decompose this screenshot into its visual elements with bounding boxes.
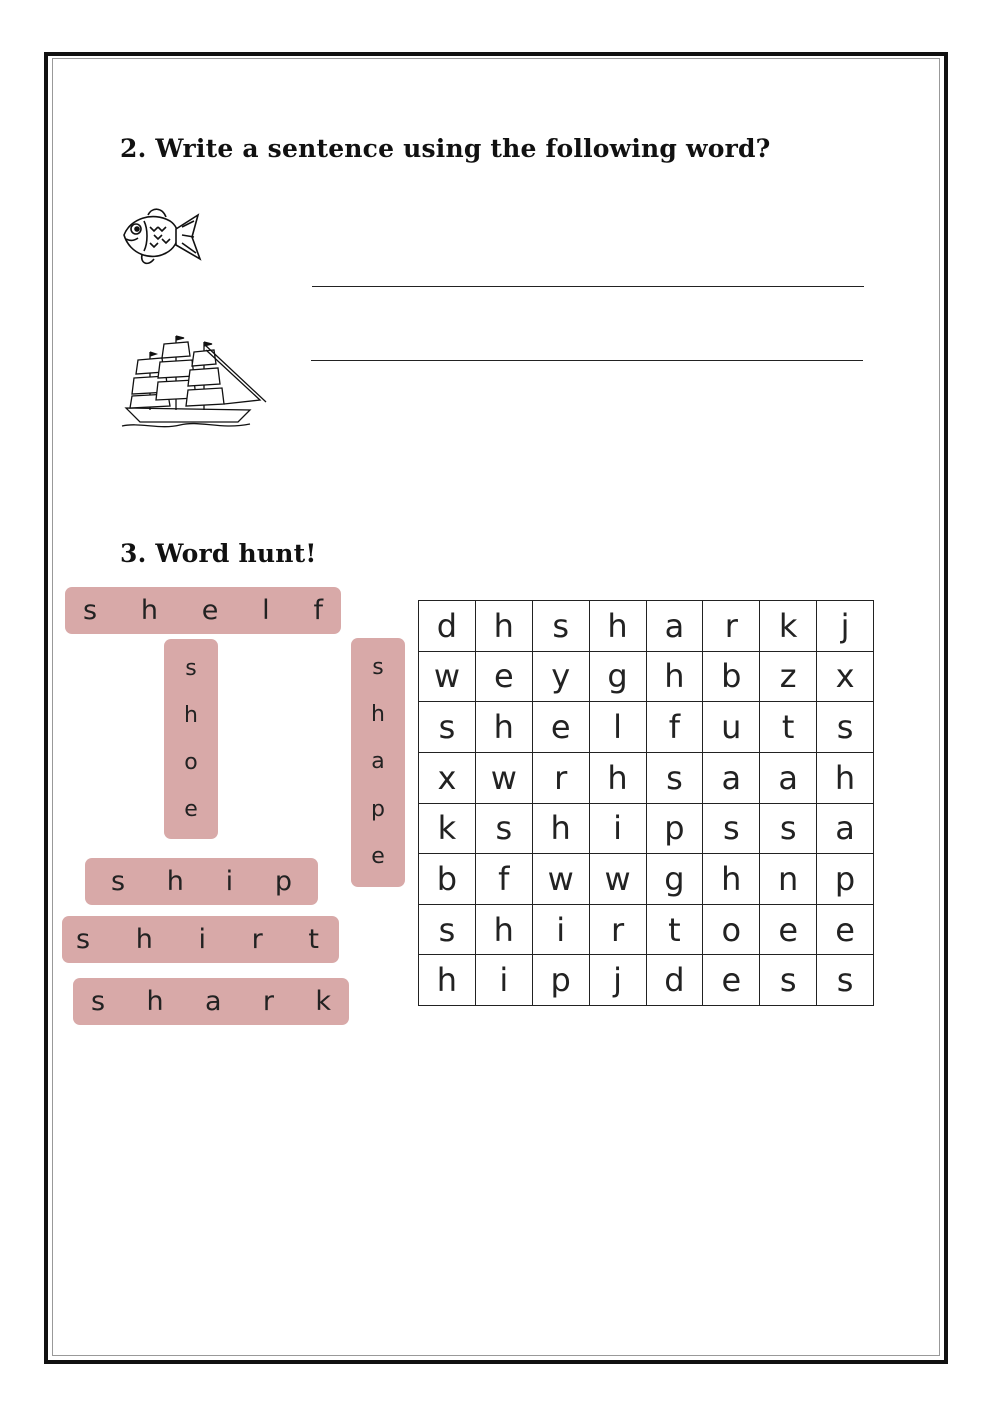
grid-cell[interactable]: h: [647, 652, 704, 703]
tile-letter: s: [76, 924, 91, 955]
grid-cell[interactable]: t: [760, 702, 817, 753]
grid-cell[interactable]: l: [590, 702, 647, 753]
tile-letter: h: [184, 702, 198, 728]
tile-letter: h: [166, 866, 184, 897]
grid-cell[interactable]: a: [703, 753, 760, 804]
grid-cell[interactable]: p: [817, 854, 874, 905]
answer-line-2[interactable]: [311, 360, 863, 361]
grid-cell[interactable]: h: [703, 854, 760, 905]
tile-letter: o: [184, 749, 198, 775]
tile-letter: i: [198, 924, 206, 955]
grid-cell[interactable]: h: [817, 753, 874, 804]
grid-cell[interactable]: b: [419, 854, 476, 905]
ship-icon: [120, 330, 270, 430]
grid-cell[interactable]: w: [476, 753, 533, 804]
grid-cell[interactable]: i: [590, 804, 647, 855]
tile-letter: a: [371, 749, 385, 775]
grid-cell[interactable]: x: [817, 652, 874, 703]
grid-cell[interactable]: n: [760, 854, 817, 905]
grid-cell[interactable]: s: [476, 804, 533, 855]
grid-cell[interactable]: k: [419, 804, 476, 855]
tile-letter: s: [83, 595, 98, 626]
grid-cell[interactable]: p: [647, 804, 704, 855]
tile-letter: h: [135, 924, 153, 955]
tile-letter: e: [201, 595, 219, 626]
tile-letter: r: [251, 924, 263, 955]
grid-cell[interactable]: r: [533, 753, 590, 804]
grid-cell[interactable]: o: [703, 905, 760, 956]
grid-cell[interactable]: f: [647, 702, 704, 753]
word-tile-ship[interactable]: [85, 858, 318, 905]
grid-cell[interactable]: j: [590, 955, 647, 1006]
grid-cell[interactable]: r: [703, 601, 760, 652]
tile-letter: e: [371, 844, 385, 870]
grid-cell[interactable]: i: [533, 905, 590, 956]
grid-cell[interactable]: a: [647, 601, 704, 652]
tile-letter: s: [372, 654, 384, 680]
grid-cell[interactable]: w: [533, 854, 590, 905]
grid-cell[interactable]: d: [419, 601, 476, 652]
tile-letter: h: [146, 986, 164, 1017]
grid-cell[interactable]: s: [647, 753, 704, 804]
word-tile-shelf[interactable]: [65, 587, 341, 634]
grid-cell[interactable]: k: [760, 601, 817, 652]
grid-cell[interactable]: h: [476, 905, 533, 956]
grid-cell[interactable]: e: [533, 702, 590, 753]
grid-cell[interactable]: s: [760, 955, 817, 1006]
grid-cell[interactable]: w: [419, 652, 476, 703]
tile-letter: s: [185, 655, 197, 681]
grid-cell[interactable]: s: [419, 702, 476, 753]
grid-cell[interactable]: h: [476, 601, 533, 652]
grid-cell[interactable]: e: [817, 905, 874, 956]
tile-letter: l: [262, 595, 270, 626]
grid-cell[interactable]: d: [647, 955, 704, 1006]
tile-letter: p: [274, 866, 292, 897]
tile-letter: h: [140, 595, 158, 626]
grid-cell[interactable]: a: [817, 804, 874, 855]
word-tile-shape[interactable]: [351, 638, 405, 887]
fish-icon: [118, 205, 202, 269]
grid-cell[interactable]: i: [476, 955, 533, 1006]
section-2-heading: 2. Write a sentence using the following word?: [120, 134, 771, 163]
grid-cell[interactable]: x: [419, 753, 476, 804]
word-tile-shirt[interactable]: [62, 916, 339, 963]
tile-letter: t: [308, 924, 319, 955]
grid-cell[interactable]: h: [533, 804, 590, 855]
tile-letter: i: [225, 866, 234, 897]
tile-letter: s: [91, 986, 106, 1017]
grid-cell[interactable]: s: [817, 955, 874, 1006]
grid-cell[interactable]: h: [590, 753, 647, 804]
grid-cell[interactable]: e: [703, 955, 760, 1006]
tile-letter: r: [262, 986, 274, 1017]
word-tile-shoe[interactable]: [164, 639, 218, 839]
grid-cell[interactable]: u: [703, 702, 760, 753]
tile-letter: a: [204, 986, 222, 1017]
grid-cell[interactable]: p: [533, 955, 590, 1006]
tile-letter: s: [111, 866, 126, 897]
grid-cell[interactable]: s: [760, 804, 817, 855]
tile-letter: k: [315, 986, 331, 1017]
grid-cell[interactable]: y: [533, 652, 590, 703]
tile-letter: e: [184, 796, 198, 822]
grid-cell[interactable]: w: [590, 854, 647, 905]
grid-cell[interactable]: j: [817, 601, 874, 652]
grid-cell[interactable]: s: [703, 804, 760, 855]
grid-cell[interactable]: g: [590, 652, 647, 703]
tile-letter: p: [371, 796, 385, 822]
tile-letter: h: [371, 702, 385, 728]
grid-cell[interactable]: f: [476, 854, 533, 905]
grid-cell[interactable]: s: [419, 905, 476, 956]
section-3-heading: 3. Word hunt!: [120, 539, 317, 568]
grid-cell[interactable]: t: [647, 905, 704, 956]
grid-cell[interactable]: g: [647, 854, 704, 905]
grid-cell[interactable]: r: [590, 905, 647, 956]
word-tile-shark[interactable]: [73, 978, 349, 1025]
word-search-grid: [418, 600, 874, 1006]
grid-cell[interactable]: e: [476, 652, 533, 703]
grid-cell[interactable]: s: [533, 601, 590, 652]
answer-line-1[interactable]: [312, 286, 864, 287]
tile-letter: f: [313, 595, 323, 626]
grid-cell[interactable]: h: [590, 601, 647, 652]
grid-cell[interactable]: z: [760, 652, 817, 703]
grid-cell[interactable]: a: [760, 753, 817, 804]
grid-cell[interactable]: s: [817, 702, 874, 753]
grid-cell[interactable]: h: [476, 702, 533, 753]
grid-cell[interactable]: h: [419, 955, 476, 1006]
grid-cell[interactable]: b: [703, 652, 760, 703]
grid-cell[interactable]: e: [760, 905, 817, 956]
